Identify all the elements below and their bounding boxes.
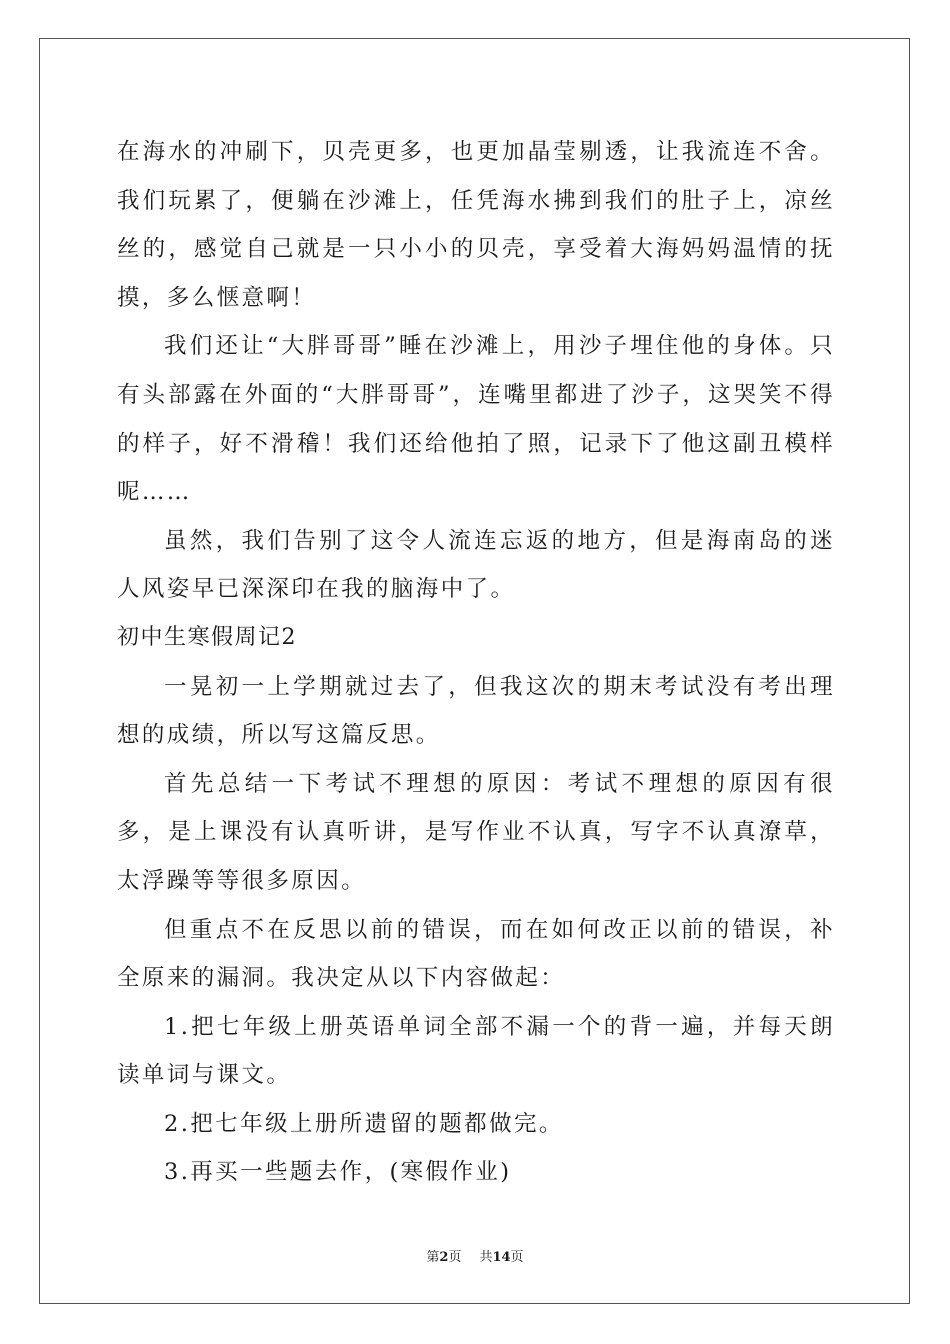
paragraph: 首先总结一下考试不理想的原因：考试不理想的原因有很多，是上课没有认真听讲，是写作业不认真，写字不认真潦草，太浮躁等等很多原因。	[117, 770, 835, 894]
page-label-prefix: 第	[426, 1250, 440, 1265]
page-number: 2	[439, 1250, 449, 1265]
paragraph: 虽然，我们告别了这令人流连忘返的地方，但是海南岛的迷人风姿早已深深印在我的脑海中了。	[117, 527, 835, 603]
document-body	[117, 128, 835, 1197]
page-label-suffix: 页	[448, 1250, 462, 1265]
total-label-suffix: 页	[510, 1250, 524, 1265]
paragraph: 在海水的冲刷下，贝壳更多，也更加晶莹剔透，让我流连不舍。我们玩累了，便躺在沙滩上，任凭海水拂到我们的肚子上，凉丝丝的，感觉自己就是一只小小的贝壳，享受着大海妈妈温情的抚摸，多么惬意啊！	[117, 139, 835, 311]
total-label-prefix: 共	[479, 1250, 493, 1265]
list-item: 3.再买一些题去作，(寒假作业)	[164, 1159, 512, 1186]
paragraph: 我们还让“大胖哥哥”睡在沙滩上，用沙子埋住他的身体。只有头部露在外面的“大胖哥哥”，连嘴里都进了沙子，这哭笑不得的样子，好不滑稽！我们还给他拍了照，记录下了他这副丑模样呢……	[117, 333, 835, 506]
paragraph: 但重点不在反思以前的错误，而在如何改正以前的错误，补全原来的漏洞。我决定从以下内容做起：	[117, 916, 835, 992]
paragraph: 一晃初一上学期就过去了，但我这次的期末考试没有考出理想的成绩，所以写这篇反思。	[117, 673, 835, 749]
section-heading: 初中生寒假周记2	[117, 624, 297, 650]
list-item: 1.把七年级上册英语单词全部不漏一个的背一遍，并每天朗读单词与课文。	[117, 1013, 835, 1089]
page-footer	[0, 1246, 950, 1265]
total-pages: 14	[492, 1250, 511, 1265]
list-item: 2.把七年级上册所遗留的题都做完。	[164, 1110, 564, 1137]
